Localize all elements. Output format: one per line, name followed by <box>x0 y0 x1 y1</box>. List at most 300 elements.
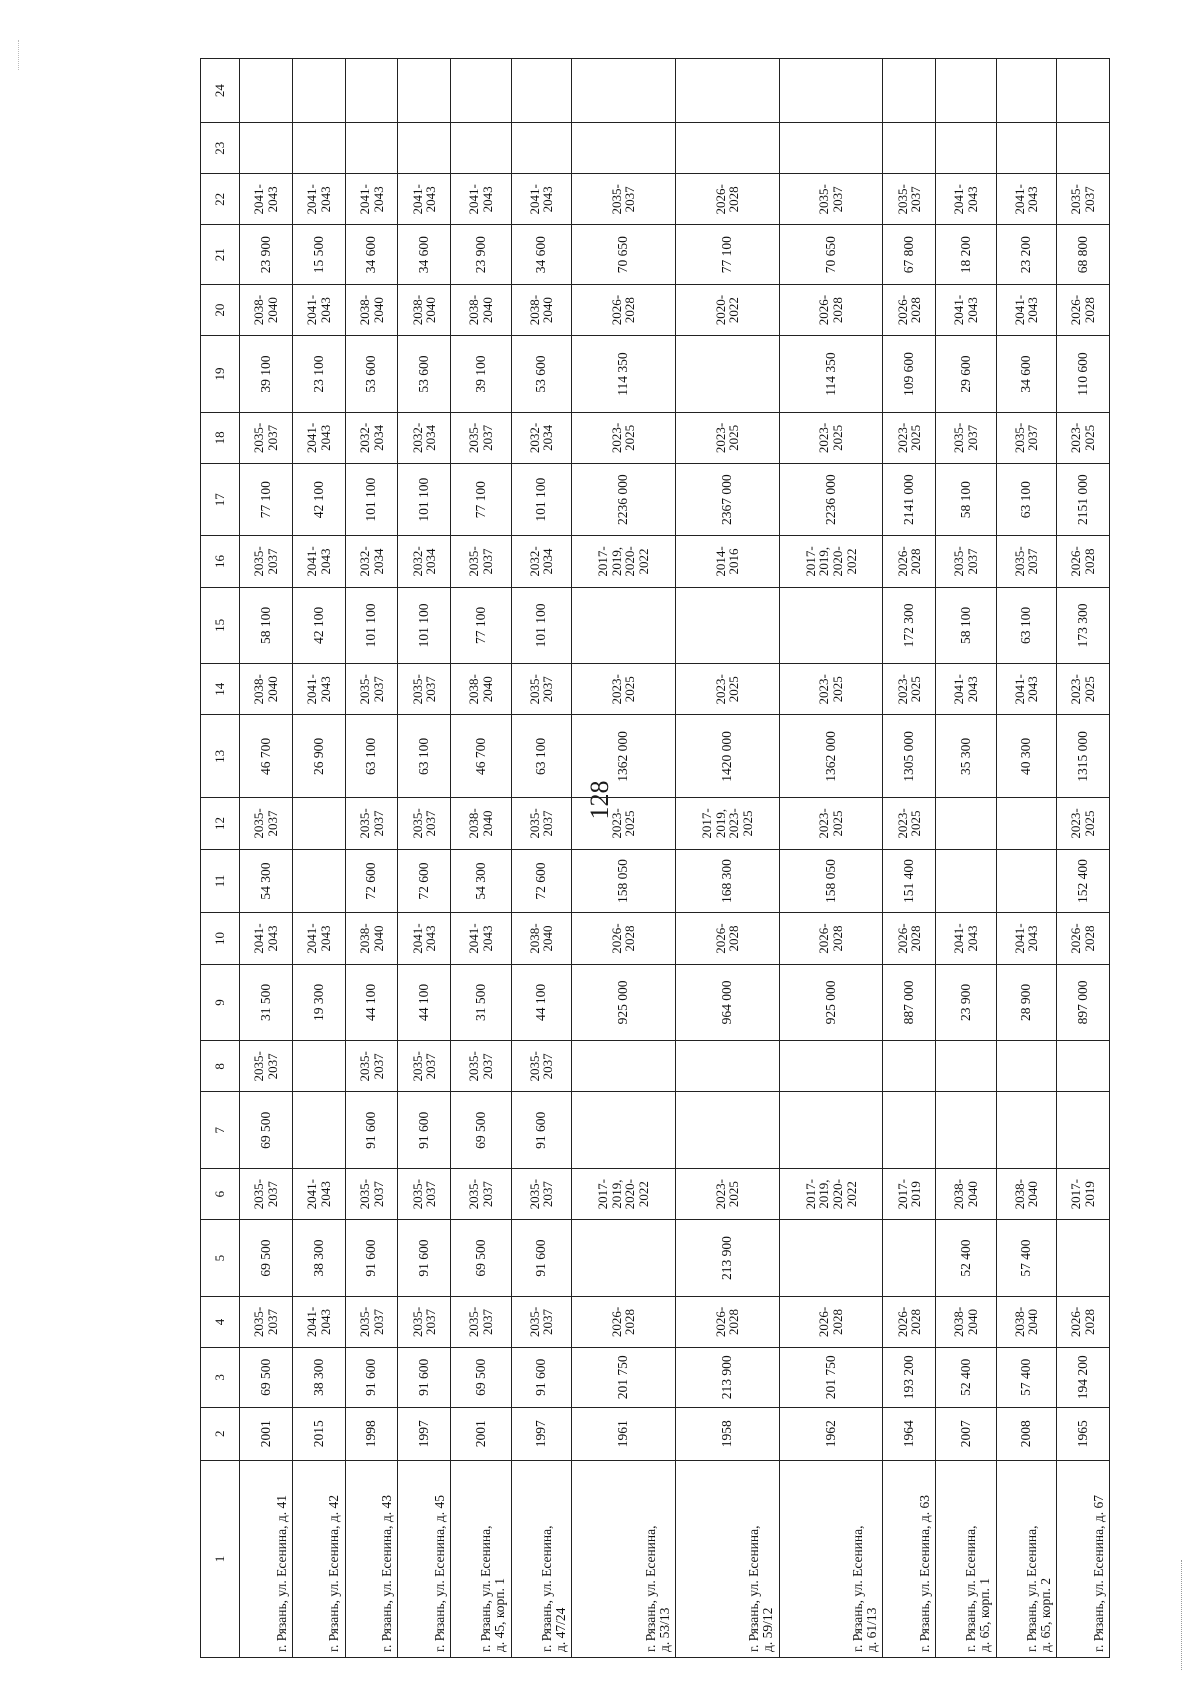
cost-cell: 34 600 <box>345 225 398 285</box>
period-cell <box>996 59 1056 123</box>
cost-cell <box>240 123 293 174</box>
period-cell <box>883 1041 936 1092</box>
column-number-cell: 18 <box>201 412 240 463</box>
period-cell: 2017- 2019, 2020- 2022 <box>572 536 676 587</box>
cost-cell: 964 000 <box>675 964 779 1041</box>
cost-cell: 23 900 <box>936 964 996 1041</box>
cost-cell: 158 050 <box>779 849 883 913</box>
repair-schedule-table <box>200 58 1110 1658</box>
column-number-cell: 24 <box>201 59 240 123</box>
cost-cell <box>675 587 779 664</box>
period-cell: 2035- 2037 <box>451 1169 511 1220</box>
period-cell: 2035- 2037 <box>451 412 511 463</box>
table-row <box>996 59 1056 1658</box>
period-cell: 2038- 2040 <box>936 1169 996 1220</box>
cost-cell: 887 000 <box>883 964 936 1041</box>
cost-cell <box>996 849 1056 913</box>
cost-cell: 42 100 <box>292 463 345 535</box>
cost-cell: 35 300 <box>936 715 996 798</box>
period-cell: 2041- 2043 <box>996 174 1056 225</box>
cost-cell <box>292 1092 345 1169</box>
table-row <box>511 59 571 1658</box>
period-cell <box>1057 1041 1110 1092</box>
cost-cell <box>398 123 451 174</box>
cost-cell: 201 750 <box>572 1348 676 1408</box>
column-number-cell: 17 <box>201 463 240 535</box>
period-cell <box>996 1041 1056 1092</box>
cost-cell: 68 800 <box>1057 225 1110 285</box>
period-cell: 2023- 2025 <box>883 664 936 715</box>
cost-cell: 77 100 <box>451 587 511 664</box>
cost-cell: 52 400 <box>936 1348 996 1408</box>
cost-cell: 63 100 <box>345 715 398 798</box>
cost-cell: 101 100 <box>345 463 398 535</box>
period-cell: 2035- 2037 <box>398 798 451 849</box>
cost-cell: 42 100 <box>292 587 345 664</box>
period-cell: 2035- 2037 <box>345 664 398 715</box>
period-cell: 2041- 2043 <box>292 913 345 964</box>
period-cell: 2035- 2037 <box>451 1296 511 1347</box>
cost-cell <box>779 123 883 174</box>
period-cell: 2041- 2043 <box>292 1296 345 1347</box>
period-cell: 2035- 2037 <box>240 412 293 463</box>
period-cell: 2026- 2028 <box>1057 536 1110 587</box>
period-cell <box>996 798 1056 849</box>
cost-cell: 23 200 <box>996 225 1056 285</box>
cost-cell: 63 100 <box>398 715 451 798</box>
cost-cell: 91 600 <box>398 1092 451 1169</box>
page-number: 128 <box>585 780 614 820</box>
period-cell: 2026- 2028 <box>675 174 779 225</box>
period-cell: 2038- 2040 <box>451 798 511 849</box>
period-cell: 2041- 2043 <box>996 285 1056 336</box>
cost-cell: 28 900 <box>996 964 1056 1041</box>
period-cell: 2023- 2025 <box>572 664 676 715</box>
cost-cell: 168 300 <box>675 849 779 913</box>
period-cell: 2026- 2028 <box>1057 1296 1110 1347</box>
period-cell <box>936 798 996 849</box>
table-row <box>779 59 883 1658</box>
period-cell: 2041- 2043 <box>398 174 451 225</box>
period-cell <box>398 59 451 123</box>
period-cell: 2038- 2040 <box>511 913 571 964</box>
cost-cell: 67 800 <box>883 225 936 285</box>
year-cell: 1958 <box>675 1407 779 1460</box>
cost-cell <box>1057 1220 1110 1297</box>
cost-cell <box>779 587 883 664</box>
period-cell: 2020- 2022 <box>675 285 779 336</box>
period-cell: 2026- 2028 <box>779 285 883 336</box>
year-cell: 2008 <box>996 1407 1056 1460</box>
period-cell: 2041- 2043 <box>936 664 996 715</box>
table-row <box>675 59 779 1658</box>
period-cell: 2041- 2043 <box>996 664 1056 715</box>
cost-cell: 70 650 <box>572 225 676 285</box>
period-cell <box>936 59 996 123</box>
rotated-table-container <box>200 58 1110 1658</box>
period-cell: 2041- 2043 <box>240 913 293 964</box>
column-number-cell: 10 <box>201 913 240 964</box>
cost-cell <box>883 123 936 174</box>
period-cell <box>675 59 779 123</box>
period-cell: 2026- 2028 <box>675 1296 779 1347</box>
cost-cell: 26 900 <box>292 715 345 798</box>
cost-cell: 91 600 <box>511 1092 571 1169</box>
period-cell: 2041- 2043 <box>398 913 451 964</box>
cost-cell: 152 400 <box>1057 849 1110 913</box>
period-cell: 2035- 2037 <box>996 536 1056 587</box>
cost-cell: 91 600 <box>511 1348 571 1408</box>
cost-cell: 46 700 <box>451 715 511 798</box>
column-number-cell: 21 <box>201 225 240 285</box>
address-cell: г. Рязань, ул. Есенина, д. 63 <box>883 1460 936 1657</box>
cost-cell: 18 200 <box>936 225 996 285</box>
cost-cell: 44 100 <box>345 964 398 1041</box>
cost-cell <box>572 587 676 664</box>
period-cell: 2035- 2037 <box>451 1041 511 1092</box>
cost-cell <box>451 123 511 174</box>
period-cell: 2041- 2043 <box>292 536 345 587</box>
period-cell: 2035- 2037 <box>345 1041 398 1092</box>
period-cell <box>451 59 511 123</box>
cost-cell: 69 500 <box>240 1220 293 1297</box>
column-number-cell: 1 <box>201 1460 240 1657</box>
cost-cell: 77 100 <box>240 463 293 535</box>
period-cell: 2026- 2028 <box>883 913 936 964</box>
period-cell: 2035- 2037 <box>345 798 398 849</box>
cost-cell <box>511 123 571 174</box>
column-number-cell: 20 <box>201 285 240 336</box>
period-cell: 2017- 2019, 2020- 2022 <box>779 536 883 587</box>
cost-cell: 925 000 <box>779 964 883 1041</box>
cost-cell: 31 500 <box>240 964 293 1041</box>
cost-cell <box>883 1092 936 1169</box>
period-cell: 2023- 2025 <box>572 412 676 463</box>
period-cell: 2017- 2019, 2023- 2025 <box>675 798 779 849</box>
cost-cell: 54 300 <box>451 849 511 913</box>
period-cell: 2038- 2040 <box>996 1296 1056 1347</box>
cost-cell: 194 200 <box>1057 1348 1110 1408</box>
period-cell <box>779 1041 883 1092</box>
period-cell <box>292 798 345 849</box>
column-number-cell: 14 <box>201 664 240 715</box>
column-number-cell: 8 <box>201 1041 240 1092</box>
address-cell: г. Рязань, ул. Есенина, д. 43 <box>345 1460 398 1657</box>
cost-cell: 44 100 <box>398 964 451 1041</box>
period-cell: 2014- 2016 <box>675 536 779 587</box>
cost-cell: 19 300 <box>292 964 345 1041</box>
cost-cell <box>779 1220 883 1297</box>
period-cell: 2023- 2025 <box>1057 664 1110 715</box>
cost-cell <box>675 336 779 413</box>
period-cell <box>511 59 571 123</box>
period-cell: 2035- 2037 <box>511 1296 571 1347</box>
year-cell: 1997 <box>511 1407 571 1460</box>
year-cell: 2001 <box>451 1407 511 1460</box>
period-cell: 2035- 2037 <box>936 412 996 463</box>
period-cell: 2041- 2043 <box>451 913 511 964</box>
period-cell <box>1057 59 1110 123</box>
cost-cell: 69 500 <box>451 1220 511 1297</box>
period-cell <box>292 1041 345 1092</box>
address-cell: г. Рязань, ул. Есенина, д. 45, корп. 1 <box>451 1460 511 1657</box>
period-cell: 2038- 2040 <box>240 664 293 715</box>
cost-cell: 63 100 <box>511 715 571 798</box>
period-cell: 2026- 2028 <box>572 285 676 336</box>
address-cell: г. Рязань, ул. Есенина, д. 47/24 <box>511 1460 571 1657</box>
column-number-cell: 12 <box>201 798 240 849</box>
address-cell: г. Рязань, ул. Есенина, д. 53/13 <box>572 1460 676 1657</box>
cost-cell: 58 100 <box>936 463 996 535</box>
cost-cell: 201 750 <box>779 1348 883 1408</box>
period-cell: 2023- 2025 <box>779 798 883 849</box>
cost-cell: 34 600 <box>398 225 451 285</box>
cost-cell: 15 500 <box>292 225 345 285</box>
period-cell: 2038- 2040 <box>451 664 511 715</box>
cost-cell: 72 600 <box>511 849 571 913</box>
cost-cell: 53 600 <box>398 336 451 413</box>
period-cell: 2032- 2034 <box>511 536 571 587</box>
cost-cell: 1315 000 <box>1057 715 1110 798</box>
cost-cell: 91 600 <box>398 1348 451 1408</box>
table-row <box>345 59 398 1658</box>
cost-cell: 77 100 <box>451 463 511 535</box>
cost-cell: 54 300 <box>240 849 293 913</box>
period-cell: 2032- 2034 <box>511 412 571 463</box>
cost-cell <box>675 123 779 174</box>
cost-cell: 38 300 <box>292 1220 345 1297</box>
cost-cell: 44 100 <box>511 964 571 1041</box>
cost-cell <box>779 1092 883 1169</box>
cost-cell <box>936 849 996 913</box>
period-cell: 2035- 2037 <box>398 1296 451 1347</box>
year-cell: 1964 <box>883 1407 936 1460</box>
cost-cell: 101 100 <box>511 587 571 664</box>
column-number-cell: 3 <box>201 1348 240 1408</box>
cost-cell <box>572 1220 676 1297</box>
period-cell <box>779 59 883 123</box>
cost-cell <box>996 123 1056 174</box>
period-cell: 2035- 2037 <box>1057 174 1110 225</box>
address-cell: г. Рязань, ул. Есенина, д. 59/12 <box>675 1460 779 1657</box>
address-cell: г. Рязань, ул. Есенина, д. 65, корп. 1 <box>936 1460 996 1657</box>
period-cell: 2035- 2037 <box>511 798 571 849</box>
period-cell: 2023- 2025 <box>1057 798 1110 849</box>
cost-cell <box>572 123 676 174</box>
cost-cell: 172 300 <box>883 587 936 664</box>
cost-cell: 57 400 <box>996 1348 1056 1408</box>
cost-cell <box>936 123 996 174</box>
address-cell: г. Рязань, ул. Есенина, д. 61/13 <box>779 1460 883 1657</box>
column-number-cell: 13 <box>201 715 240 798</box>
cost-cell: 69 500 <box>451 1348 511 1408</box>
period-cell <box>572 59 676 123</box>
cost-cell: 72 600 <box>345 849 398 913</box>
cost-cell: 101 100 <box>511 463 571 535</box>
cost-cell: 40 300 <box>996 715 1056 798</box>
period-cell: 2041- 2043 <box>451 174 511 225</box>
period-cell: 2035- 2037 <box>779 174 883 225</box>
cost-cell: 114 350 <box>572 336 676 413</box>
period-cell: 2026- 2028 <box>1057 285 1110 336</box>
cost-cell: 925 000 <box>572 964 676 1041</box>
period-cell: 2026- 2028 <box>675 913 779 964</box>
cost-cell: 91 600 <box>345 1348 398 1408</box>
cost-cell: 72 600 <box>398 849 451 913</box>
period-cell: 2035- 2037 <box>511 1169 571 1220</box>
period-cell: 2041- 2043 <box>292 1169 345 1220</box>
cost-cell <box>292 849 345 913</box>
cost-cell: 109 600 <box>883 336 936 413</box>
cost-cell: 1362 000 <box>572 715 676 798</box>
year-cell: 1962 <box>779 1407 883 1460</box>
period-cell: 2038- 2040 <box>451 285 511 336</box>
cost-cell: 213 900 <box>675 1348 779 1408</box>
period-cell: 2038- 2040 <box>345 913 398 964</box>
cost-cell <box>936 1092 996 1169</box>
period-cell: 2041- 2043 <box>996 913 1056 964</box>
period-cell: 2041- 2043 <box>292 174 345 225</box>
period-cell: 2041- 2043 <box>936 174 996 225</box>
cost-cell: 58 100 <box>936 587 996 664</box>
period-cell: 2041- 2043 <box>292 285 345 336</box>
table-row <box>240 59 293 1658</box>
cost-cell: 52 400 <box>936 1220 996 1297</box>
cost-cell <box>883 1220 936 1297</box>
period-cell: 2026- 2028 <box>883 285 936 336</box>
period-cell: 2023- 2025 <box>675 412 779 463</box>
period-cell: 2023- 2025 <box>572 798 676 849</box>
period-cell: 2041- 2043 <box>292 664 345 715</box>
period-cell: 2026- 2028 <box>572 1296 676 1347</box>
period-cell: 2017- 2019 <box>883 1169 936 1220</box>
period-cell: 2026- 2028 <box>1057 913 1110 964</box>
period-cell: 2038- 2040 <box>936 1296 996 1347</box>
cost-cell: 173 300 <box>1057 587 1110 664</box>
table-row <box>936 59 996 1658</box>
period-cell: 2035- 2037 <box>936 536 996 587</box>
period-cell: 2026- 2028 <box>779 1296 883 1347</box>
cost-cell: 2367 000 <box>675 463 779 535</box>
cost-cell: 58 100 <box>240 587 293 664</box>
period-cell: 2017- 2019, 2020- 2022 <box>779 1169 883 1220</box>
period-cell: 2023- 2025 <box>1057 412 1110 463</box>
column-number-cell: 5 <box>201 1220 240 1297</box>
period-cell: 2035- 2037 <box>345 1169 398 1220</box>
column-number-cell: 4 <box>201 1296 240 1347</box>
table-row <box>572 59 676 1658</box>
header-row <box>201 59 240 1658</box>
period-cell: 2035- 2037 <box>240 1169 293 1220</box>
period-cell: 2041- 2043 <box>511 174 571 225</box>
period-cell: 2023- 2025 <box>779 412 883 463</box>
cost-cell: 38 300 <box>292 1348 345 1408</box>
cost-cell: 23 900 <box>240 225 293 285</box>
cost-cell: 110 600 <box>1057 336 1110 413</box>
period-cell: 2035- 2037 <box>996 412 1056 463</box>
year-cell: 1965 <box>1057 1407 1110 1460</box>
period-cell: 2032- 2034 <box>398 536 451 587</box>
cost-cell: 53 600 <box>511 336 571 413</box>
period-cell <box>675 1041 779 1092</box>
cost-cell: 63 100 <box>996 463 1056 535</box>
period-cell <box>240 59 293 123</box>
address-cell: г. Рязань, ул. Есенина, д. 42 <box>292 1460 345 1657</box>
cost-cell: 91 600 <box>345 1092 398 1169</box>
column-number-cell: 19 <box>201 336 240 413</box>
cost-cell: 213 900 <box>675 1220 779 1297</box>
period-cell: 2035- 2037 <box>240 798 293 849</box>
cost-cell: 91 600 <box>398 1220 451 1297</box>
period-cell: 2023- 2025 <box>883 798 936 849</box>
period-cell: 2032- 2034 <box>398 412 451 463</box>
period-cell: 2035- 2037 <box>572 174 676 225</box>
period-cell: 2017- 2019 <box>1057 1169 1110 1220</box>
period-cell <box>936 1041 996 1092</box>
year-cell: 1961 <box>572 1407 676 1460</box>
period-cell: 2038- 2040 <box>398 285 451 336</box>
cost-cell: 34 600 <box>996 336 1056 413</box>
column-number-cell: 9 <box>201 964 240 1041</box>
column-number-cell: 16 <box>201 536 240 587</box>
cost-cell: 101 100 <box>345 587 398 664</box>
cost-cell <box>345 123 398 174</box>
period-cell <box>345 59 398 123</box>
cost-cell: 2236 000 <box>572 463 676 535</box>
table-row <box>883 59 936 1658</box>
cost-cell: 101 100 <box>398 587 451 664</box>
period-cell: 2026- 2028 <box>883 536 936 587</box>
year-cell: 2015 <box>292 1407 345 1460</box>
cost-cell: 63 100 <box>996 587 1056 664</box>
table-row <box>292 59 345 1658</box>
period-cell: 2023- 2025 <box>779 664 883 715</box>
period-cell: 2041- 2043 <box>240 174 293 225</box>
scan-edge-mark <box>1179 1560 1182 1670</box>
period-cell: 2032- 2034 <box>345 412 398 463</box>
table-row <box>451 59 511 1658</box>
cost-cell: 1362 000 <box>779 715 883 798</box>
period-cell: 2041- 2043 <box>936 285 996 336</box>
period-cell: 2026- 2028 <box>883 1296 936 1347</box>
cost-cell: 897 000 <box>1057 964 1110 1041</box>
cost-cell: 193 200 <box>883 1348 936 1408</box>
period-cell: 2038- 2040 <box>996 1169 1056 1220</box>
cost-cell: 1420 000 <box>675 715 779 798</box>
cost-cell <box>572 1092 676 1169</box>
year-cell: 2001 <box>240 1407 293 1460</box>
period-cell: 2023- 2025 <box>675 1169 779 1220</box>
period-cell: 2026- 2028 <box>779 913 883 964</box>
cost-cell <box>675 1092 779 1169</box>
cost-cell: 1305 000 <box>883 715 936 798</box>
period-cell: 2041- 2043 <box>936 913 996 964</box>
cost-cell: 23 100 <box>292 336 345 413</box>
cost-cell: 2141 000 <box>883 463 936 535</box>
period-cell <box>292 59 345 123</box>
cost-cell: 69 500 <box>240 1348 293 1408</box>
cost-cell: 23 900 <box>451 225 511 285</box>
cost-cell: 69 500 <box>240 1092 293 1169</box>
period-cell: 2035- 2037 <box>240 1041 293 1092</box>
cost-cell: 57 400 <box>996 1220 1056 1297</box>
period-cell: 2026- 2028 <box>572 913 676 964</box>
cost-cell <box>1057 123 1110 174</box>
column-number-cell: 22 <box>201 174 240 225</box>
period-cell: 2023- 2025 <box>675 664 779 715</box>
address-cell: г. Рязань, ул. Есенина, д. 67 <box>1057 1460 1110 1657</box>
period-cell <box>572 1041 676 1092</box>
